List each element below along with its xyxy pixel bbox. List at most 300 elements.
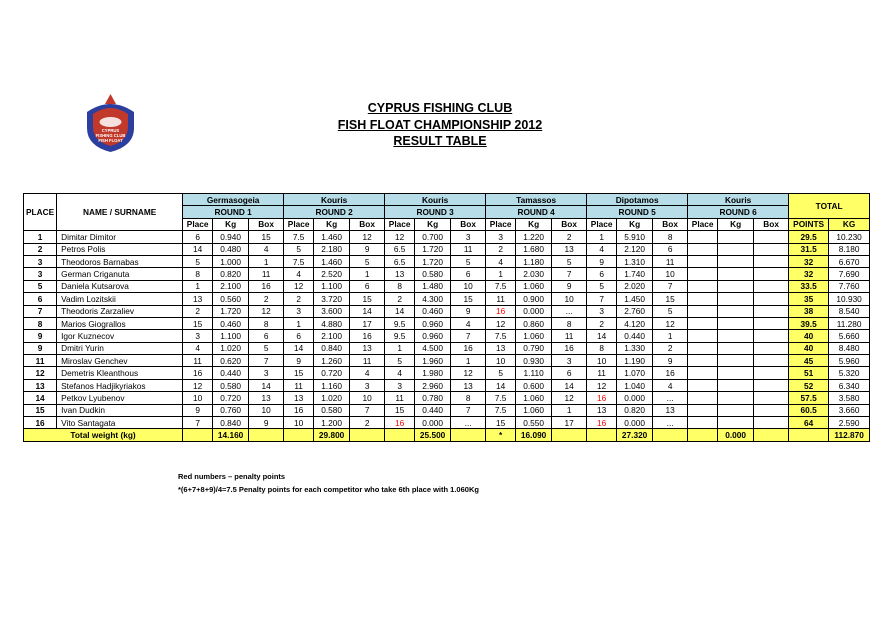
place-cell: 1 [24, 231, 57, 243]
round-kg-cell: 2.020 [617, 280, 653, 292]
total-kg-cell: 10.930 [829, 293, 870, 305]
footnote: *(6+7+8+9)/4=7.5 Penalty points for each competitor who take 6th place with 1.060Kg [178, 485, 479, 494]
round-kg-cell [718, 280, 754, 292]
round-kg-cell: 2.030 [516, 268, 552, 280]
sub-header: Place [284, 218, 314, 230]
sub-header: Place [385, 218, 415, 230]
place-cell: 13 [24, 379, 57, 391]
round-total-cell [552, 429, 587, 441]
round-box-cell [754, 255, 789, 267]
round-place-cell: 6 [587, 268, 617, 280]
round-place-cell: 9 [183, 404, 213, 416]
round-place-cell: 13 [486, 342, 516, 354]
round-kg-cell: 0.820 [617, 404, 653, 416]
points-cell: 35 [789, 293, 829, 305]
round-kg-cell: 1.310 [617, 255, 653, 267]
round-kg-cell [718, 367, 754, 379]
round-box-cell: 12 [350, 231, 385, 243]
name-cell: Vito Santagata [57, 417, 183, 429]
sub-header: Kg [617, 218, 653, 230]
round-kg-cell: 1.460 [314, 231, 350, 243]
table-row [24, 293, 870, 305]
svg-text:CYPRUS: CYPRUS [101, 128, 120, 133]
round-box-cell: 5 [249, 342, 284, 354]
round-box-cell: 6 [350, 280, 385, 292]
round-kg-cell: 0.000 [516, 305, 552, 317]
sub-header: Box [653, 218, 688, 230]
name-header: NAME / SURNAME [57, 194, 183, 231]
round-place-cell: 7.5 [486, 404, 516, 416]
round-place-cell: 3 [183, 330, 213, 342]
round-total-cell [284, 429, 314, 441]
name-cell: Theodoris Zarzaliev [57, 305, 183, 317]
place-cell: 3 [24, 268, 57, 280]
place-cell: 9 [24, 342, 57, 354]
round-place-cell: 1 [183, 280, 213, 292]
round-box-cell: 5 [653, 305, 688, 317]
round-place-cell: 7.5 [486, 392, 516, 404]
place-cell: 5 [24, 280, 57, 292]
round-kg-cell: 1.020 [213, 342, 249, 354]
round-total-cell [183, 429, 213, 441]
round-kg-cell: 2.100 [213, 280, 249, 292]
round-header: ROUND 2 [284, 206, 385, 218]
table-row [24, 280, 870, 292]
location-header: Dipotamos [587, 194, 688, 206]
round-kg-cell: 0.940 [213, 231, 249, 243]
round-box-cell: 3 [350, 379, 385, 391]
round-place-cell: 4 [486, 255, 516, 267]
name-cell: Daniela Kutsarova [57, 280, 183, 292]
round-box-cell [754, 379, 789, 391]
round-place-cell: 8 [385, 280, 415, 292]
round-box-cell: 11 [451, 243, 486, 255]
round-kg-cell: 1.190 [617, 355, 653, 367]
round-place-cell: 12 [385, 231, 415, 243]
penalty-note: Red numbers – penalty points [178, 472, 286, 481]
round-place-cell: 2 [385, 293, 415, 305]
round-place-cell [688, 268, 718, 280]
round-kg-cell: 1.160 [314, 379, 350, 391]
round-place-cell [688, 379, 718, 391]
points-cell: 38 [789, 305, 829, 317]
round-place-cell [688, 293, 718, 305]
round-place-cell: 12 [587, 379, 617, 391]
round-kg-cell: 1.060 [516, 404, 552, 416]
round-header: ROUND 4 [486, 206, 587, 218]
sub-header: Box [754, 218, 789, 230]
place-header: PLACE [24, 194, 57, 231]
round-box-cell [754, 342, 789, 354]
table-row [24, 367, 870, 379]
round-kg-cell [718, 305, 754, 317]
round-kg-cell: 1.460 [314, 255, 350, 267]
round-box-cell: 7 [249, 355, 284, 367]
sub-header: Box [350, 218, 385, 230]
round-place-cell: 5 [486, 367, 516, 379]
round-box-cell [754, 417, 789, 429]
round-place-cell [688, 355, 718, 367]
points-cell: 31.5 [789, 243, 829, 255]
round-kg-cell: 1.680 [516, 243, 552, 255]
round-box-cell: 1 [653, 330, 688, 342]
title-championship: FISH FLOAT CHAMPIONSHIP 2012 [337, 117, 543, 132]
location-header: Kouris [385, 194, 486, 206]
round-place-cell: 5 [183, 255, 213, 267]
round-box-cell [754, 231, 789, 243]
round-kg-cell [718, 231, 754, 243]
round-kg-cell: 2.180 [314, 243, 350, 255]
round-box-cell: 9 [249, 417, 284, 429]
round-kg-cell: 0.560 [213, 293, 249, 305]
round-place-cell: 14 [183, 243, 213, 255]
sub-header: Kg [314, 218, 350, 230]
round-place-cell: 11 [284, 379, 314, 391]
round-place-cell: 1 [587, 231, 617, 243]
place-cell: 3 [24, 255, 57, 267]
round-place-cell: 5 [385, 355, 415, 367]
round-box-cell: 7 [451, 404, 486, 416]
round-total-cell [754, 429, 789, 441]
round-box-cell: 1 [552, 404, 587, 416]
round-box-cell: ... [653, 417, 688, 429]
name-cell: Dmitri Yurin [57, 342, 183, 354]
round-kg-cell [718, 255, 754, 267]
sub-header: Box [451, 218, 486, 230]
total-kg-cell: 7.760 [829, 280, 870, 292]
round-kg-cell: 0.580 [213, 379, 249, 391]
round-box-cell: 15 [350, 293, 385, 305]
kg-header: KG [829, 218, 870, 230]
round-kg-cell: 1.060 [516, 392, 552, 404]
round-box-cell: 13 [350, 342, 385, 354]
round-place-cell: 6.5 [385, 243, 415, 255]
place-cell: 9 [24, 330, 57, 342]
round-box-cell: 11 [653, 255, 688, 267]
round-place-cell: 16 [486, 305, 516, 317]
place-cell: 2 [24, 243, 57, 255]
round-kg-cell: 0.480 [213, 243, 249, 255]
round-kg-cell: 0.960 [415, 317, 451, 329]
points-cell: 51 [789, 367, 829, 379]
round-kg-cell: 0.620 [213, 355, 249, 367]
round-box-cell [754, 392, 789, 404]
total-kg-cell: 10.230 [829, 231, 870, 243]
round-box-cell: 10 [552, 293, 587, 305]
round-box-cell: 5 [451, 255, 486, 267]
round-kg-cell: 5.910 [617, 231, 653, 243]
round-box-cell: 15 [653, 293, 688, 305]
round-place-cell: 11 [486, 293, 516, 305]
round-box-cell: 4 [653, 379, 688, 391]
round-kg-cell: 0.580 [314, 404, 350, 416]
round-box-cell: 9 [552, 280, 587, 292]
round-place-cell: 10 [486, 355, 516, 367]
round-kg-cell [718, 355, 754, 367]
table-row [24, 268, 870, 280]
points-cell: 33.5 [789, 280, 829, 292]
round-kg-cell: 3.720 [314, 293, 350, 305]
location-header: Kouris [688, 194, 789, 206]
round-place-cell: 10 [284, 417, 314, 429]
round-kg-cell: 1.720 [415, 243, 451, 255]
round-box-cell: 16 [552, 342, 587, 354]
round-place-cell: 6 [183, 231, 213, 243]
place-cell: 16 [24, 417, 57, 429]
round-box-cell: 2 [350, 417, 385, 429]
round-total-cell [688, 429, 718, 441]
round-kg-cell: 0.000 [617, 417, 653, 429]
name-cell: Demetris Kleanthous [57, 367, 183, 379]
round-place-cell [688, 330, 718, 342]
round-box-cell [754, 293, 789, 305]
round-place-cell: 13 [385, 268, 415, 280]
round-box-cell: 12 [451, 367, 486, 379]
total-kg-cell: 5.960 [829, 355, 870, 367]
place-cell: 7 [24, 305, 57, 317]
round-total-cell: 16.090 [516, 429, 552, 441]
total-kg-cell: 7.690 [829, 268, 870, 280]
round-box-cell: 13 [249, 392, 284, 404]
location-header: Tamassos [486, 194, 587, 206]
round-box-cell: 11 [552, 330, 587, 342]
round-header: ROUND 3 [385, 206, 486, 218]
round-box-cell: 12 [653, 317, 688, 329]
table-row [24, 317, 870, 329]
round-kg-cell: 1.070 [617, 367, 653, 379]
round-kg-cell: 0.790 [516, 342, 552, 354]
round-kg-cell: 0.000 [415, 417, 451, 429]
round-box-cell: 2 [249, 293, 284, 305]
round-kg-cell: 0.440 [617, 330, 653, 342]
round-total-cell [451, 429, 486, 441]
total-kg-cell: 5.660 [829, 330, 870, 342]
round-kg-cell: 2.760 [617, 305, 653, 317]
name-cell: Dimitar Dimitor [57, 231, 183, 243]
round-kg-cell: 1.110 [516, 367, 552, 379]
table-row [24, 305, 870, 317]
round-place-cell: 16 [284, 404, 314, 416]
round-kg-cell: 1.960 [415, 355, 451, 367]
round-total-cell: 29.800 [314, 429, 350, 441]
round-box-cell: 13 [653, 404, 688, 416]
round-place-cell: 7.5 [486, 280, 516, 292]
round-kg-cell: 1.720 [415, 255, 451, 267]
round-kg-cell: 2.520 [314, 268, 350, 280]
round-kg-cell: 0.440 [213, 367, 249, 379]
round-kg-cell: 0.840 [213, 417, 249, 429]
sub-header: Box [249, 218, 284, 230]
round-place-cell [688, 417, 718, 429]
title-result-table: RESULT TABLE [393, 134, 487, 148]
round-box-cell: 5 [350, 255, 385, 267]
round-box-cell: 4 [249, 243, 284, 255]
document-title [270, 100, 610, 150]
round-box-cell: 12 [552, 392, 587, 404]
table-row [24, 355, 870, 367]
round-box-cell: 10 [451, 280, 486, 292]
round-place-cell: 7.5 [284, 255, 314, 267]
round-kg-cell: 0.460 [213, 317, 249, 329]
round-kg-cell: 3.600 [314, 305, 350, 317]
total-kg-cell: 3.660 [829, 404, 870, 416]
location-header: Germasogeia [183, 194, 284, 206]
points-cell: 52 [789, 379, 829, 391]
round-box-cell: 6 [249, 330, 284, 342]
sub-header: Place [587, 218, 617, 230]
round-place-cell: 9.5 [385, 317, 415, 329]
round-place-cell: 13 [183, 293, 213, 305]
table-row [24, 379, 870, 391]
total-kg-cell: 2.590 [829, 417, 870, 429]
round-kg-cell [718, 330, 754, 342]
round-total-cell: * [486, 429, 516, 441]
round-place-cell: 4 [385, 367, 415, 379]
total-weight-row [24, 429, 870, 441]
round-place-cell: 4 [587, 243, 617, 255]
round-kg-cell: 1.260 [314, 355, 350, 367]
round-box-cell: 14 [249, 379, 284, 391]
round-box-cell: 2 [653, 342, 688, 354]
round-kg-cell: 0.720 [314, 367, 350, 379]
round-box-cell: 1 [451, 355, 486, 367]
total-kg-cell: 6.670 [829, 255, 870, 267]
round-box-cell: 4 [451, 317, 486, 329]
round-kg-cell [718, 417, 754, 429]
points-header: POINTS [789, 218, 829, 230]
round-box-cell: 6 [451, 268, 486, 280]
round-box-cell: 9 [350, 243, 385, 255]
round-place-cell: 14 [587, 330, 617, 342]
round-place-cell: 12 [486, 317, 516, 329]
round-kg-cell [718, 293, 754, 305]
place-cell: 6 [24, 293, 57, 305]
round-box-cell [754, 268, 789, 280]
total-kg-cell: 3.580 [829, 392, 870, 404]
round-place-cell: 2 [183, 305, 213, 317]
round-box-cell: 9 [451, 305, 486, 317]
round-place-cell [688, 305, 718, 317]
round-kg-cell: 0.820 [213, 268, 249, 280]
round-box-cell: ... [451, 417, 486, 429]
round-box-cell: 10 [249, 404, 284, 416]
round-place-cell: 8 [183, 268, 213, 280]
round-kg-cell: 1.020 [314, 392, 350, 404]
round-kg-cell: 1.740 [617, 268, 653, 280]
round-box-cell: 7 [350, 404, 385, 416]
points-cell: 32 [789, 255, 829, 267]
round-box-cell: 1 [350, 268, 385, 280]
points-cell: 29.5 [789, 231, 829, 243]
name-cell: Ivan Dudkin [57, 404, 183, 416]
round-place-cell [688, 317, 718, 329]
round-box-cell: 15 [451, 293, 486, 305]
round-kg-cell: 1.330 [617, 342, 653, 354]
round-kg-cell: 0.000 [617, 392, 653, 404]
round-place-cell [688, 404, 718, 416]
grand-total-kg: 112.870 [829, 429, 870, 441]
round-box-cell: 10 [653, 268, 688, 280]
name-cell: Petkov Lyubenov [57, 392, 183, 404]
round-place-cell: 7 [183, 417, 213, 429]
round-box-cell: 10 [350, 392, 385, 404]
notes [178, 470, 479, 496]
svg-text:FISH FLOAT: FISH FLOAT [98, 138, 123, 143]
round-box-cell: 16 [350, 330, 385, 342]
round-kg-cell: 1.060 [516, 330, 552, 342]
round-box-cell: 6 [552, 367, 587, 379]
round-kg-cell: 1.040 [617, 379, 653, 391]
place-cell: 11 [24, 355, 57, 367]
round-place-cell [688, 231, 718, 243]
round-box-cell [754, 280, 789, 292]
round-place-cell: 5 [284, 243, 314, 255]
round-place-cell: 15 [486, 417, 516, 429]
round-kg-cell: 0.860 [516, 317, 552, 329]
points-cell: 40 [789, 342, 829, 354]
round-total-cell: 27.320 [617, 429, 653, 441]
round-place-cell: 2 [587, 317, 617, 329]
round-total-cell [249, 429, 284, 441]
round-kg-cell: 4.880 [314, 317, 350, 329]
total-kg-cell: 8.540 [829, 305, 870, 317]
round-kg-cell: 1.720 [213, 305, 249, 317]
round-place-cell: 4 [183, 342, 213, 354]
round-total-cell [385, 429, 415, 441]
round-kg-cell: 0.930 [516, 355, 552, 367]
round-place-cell: 2 [284, 293, 314, 305]
round-total-cell [350, 429, 385, 441]
points-cell: 32 [789, 268, 829, 280]
table-row [24, 392, 870, 404]
name-cell: German Criganuta [57, 268, 183, 280]
round-box-cell [754, 404, 789, 416]
round-box-cell: 15 [249, 231, 284, 243]
round-kg-cell: 0.840 [314, 342, 350, 354]
round-place-cell: 6.5 [385, 255, 415, 267]
round-place-cell: 3 [587, 305, 617, 317]
round-box-cell: 7 [653, 280, 688, 292]
round-place-cell: 16 [183, 367, 213, 379]
round-place-cell: 1 [284, 317, 314, 329]
results-table [23, 193, 870, 442]
round-kg-cell: 1.060 [516, 280, 552, 292]
sub-header: Kg [516, 218, 552, 230]
round-kg-cell: 0.720 [213, 392, 249, 404]
round-place-cell: 10 [587, 355, 617, 367]
round-place-cell [688, 392, 718, 404]
round-place-cell: 9 [284, 355, 314, 367]
round-box-cell: 11 [350, 355, 385, 367]
place-cell: 14 [24, 392, 57, 404]
round-box-cell: 16 [653, 367, 688, 379]
round-place-cell: 16 [587, 392, 617, 404]
round-kg-cell: 2.120 [617, 243, 653, 255]
total-header: TOTAL [789, 194, 870, 219]
round-place-cell: 9 [587, 255, 617, 267]
sub-header: Kg [213, 218, 249, 230]
round-place-cell: 8 [587, 342, 617, 354]
round-box-cell: 6 [653, 243, 688, 255]
round-place-cell: 13 [284, 392, 314, 404]
round-kg-cell [718, 404, 754, 416]
table-row [24, 255, 870, 267]
round-kg-cell: 2.100 [314, 330, 350, 342]
round-place-cell: 15 [183, 317, 213, 329]
table-row [24, 330, 870, 342]
round-place-cell: 3 [385, 379, 415, 391]
round-kg-cell: 1.100 [314, 280, 350, 292]
